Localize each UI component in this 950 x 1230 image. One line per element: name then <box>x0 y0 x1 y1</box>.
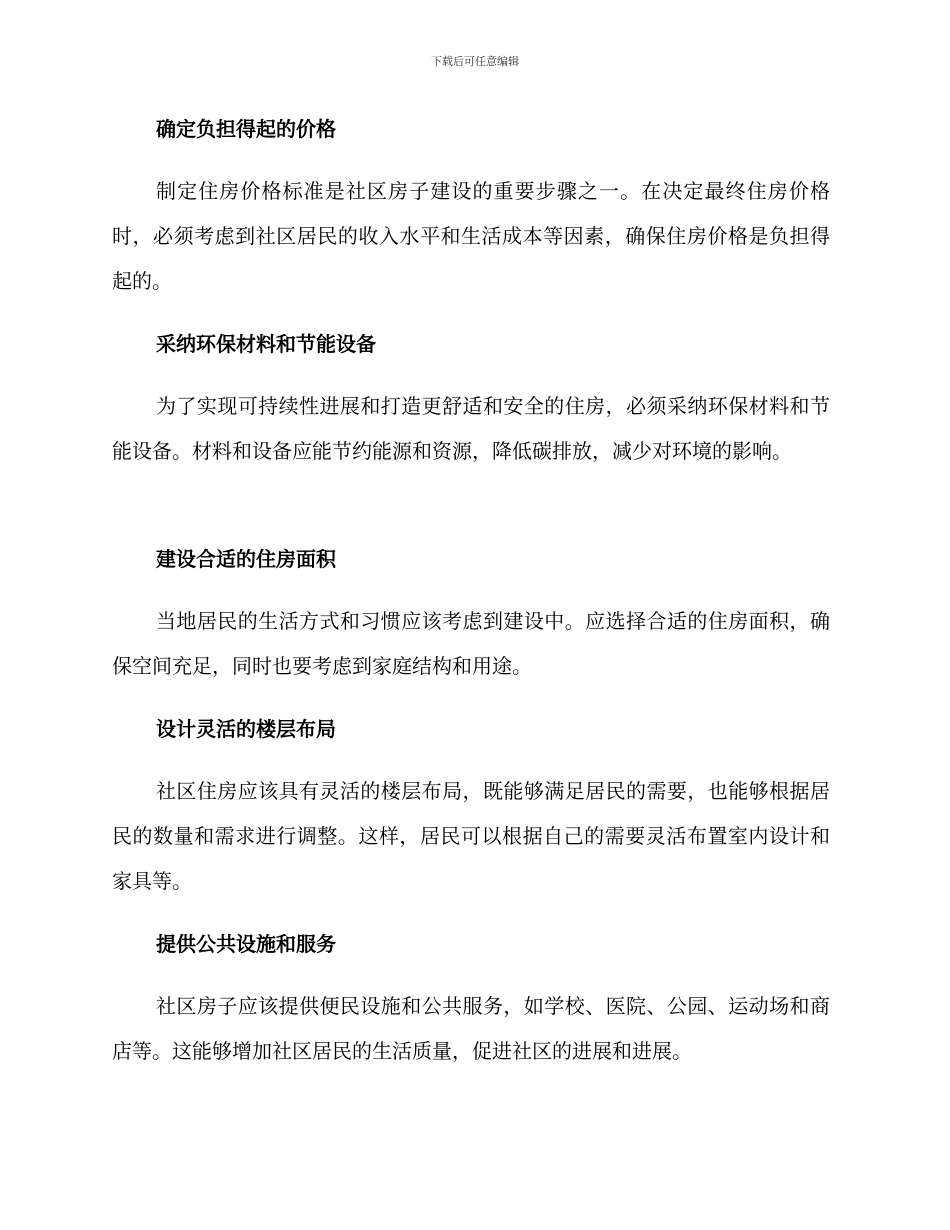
section-heading: 设计灵活的楼层布局 <box>156 717 336 741</box>
section-eco-materials <box>112 328 830 519</box>
section-paragraph: 社区住房应该具有灵活的楼层布局，既能够满足居民的需要，也能够根据居民的数量和需求进行调整。这样，居民可以根据自己的需要灵活布置室内设计和家具等。 <box>112 779 830 893</box>
section-affordable-price <box>112 113 830 304</box>
section-floor-layout <box>112 713 830 904</box>
document-body <box>112 113 830 1074</box>
section-paragraph: 社区房子应该提供便民设施和公共服务，如学校、医院、公园、运动场和商店等。这能够增加社区居民的生活质量，促进社区的进展和进展。 <box>112 994 830 1063</box>
section-housing-area <box>112 543 830 689</box>
page-header: 下载后可任意编辑 <box>431 55 519 68</box>
section-heading: 确定负担得起的价格 <box>156 117 336 141</box>
section-heading: 采纳环保材料和节能设备 <box>156 332 376 356</box>
section-paragraph: 制定住房价格标准是社区房子建设的重要步骤之一。在决定最终住房价格时，必须考虑到社区居民的收入水平和生活成本等因素，确保住房价格是负担得起的。 <box>112 179 830 293</box>
section-public-facilities <box>112 928 830 1074</box>
section-paragraph: 为了实现可持续性进展和打造更舒适和安全的住房，必须采纳环保材料和节能设备。材料和设备应能节约能源和资源，降低碳排放，减少对环境的影响。 <box>112 394 830 463</box>
section-heading: 建设合适的住房面积 <box>156 547 336 571</box>
section-heading: 提供公共设施和服务 <box>156 932 336 956</box>
section-paragraph: 当地居民的生活方式和习惯应该考虑到建设中。应选择合适的住房面积，确保空间充足，同时也要考虑到家庭结构和用途。 <box>112 609 830 678</box>
